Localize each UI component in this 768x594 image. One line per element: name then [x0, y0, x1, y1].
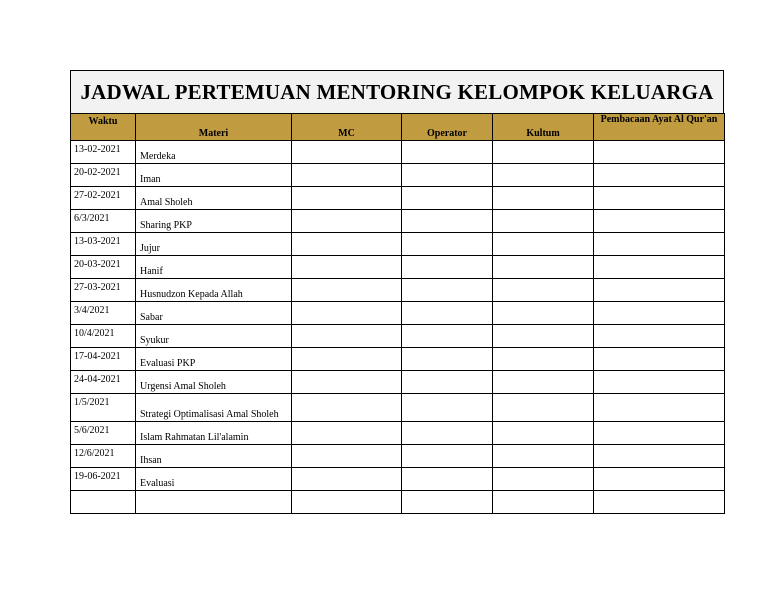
cell-waktu: 20-02-2021: [71, 164, 136, 187]
cell-waktu: 10/4/2021: [71, 325, 136, 348]
cell-materi: Merdeka: [136, 141, 292, 164]
table-row: [71, 422, 725, 445]
cell-materi: [136, 491, 292, 514]
cell-operator: [402, 468, 493, 491]
cell-waktu: 17-04-2021: [71, 348, 136, 371]
cell-waktu: 13-02-2021: [71, 141, 136, 164]
cell-mc: [292, 302, 402, 325]
cell-operator: [402, 445, 493, 468]
cell-operator: [402, 371, 493, 394]
table-row: [71, 187, 725, 210]
cell-pembacaan: [594, 256, 725, 279]
cell-kultum: [493, 468, 594, 491]
cell-waktu: 1/5/2021: [71, 394, 136, 422]
cell-materi: Ihsan: [136, 445, 292, 468]
cell-kultum: [493, 233, 594, 256]
cell-operator: [402, 279, 493, 302]
table-row: [71, 445, 725, 468]
cell-materi: Islam Rahmatan Lil'alamin: [136, 422, 292, 445]
cell-operator: [402, 210, 493, 233]
cell-mc: [292, 141, 402, 164]
table-row: [71, 279, 725, 302]
cell-pembacaan: [594, 394, 725, 422]
cell-materi: Syukur: [136, 325, 292, 348]
cell-kultum: [493, 279, 594, 302]
table-row: [71, 348, 725, 371]
cell-pembacaan: [594, 141, 725, 164]
cell-pembacaan: [594, 164, 725, 187]
table-row: [71, 256, 725, 279]
cell-operator: [402, 491, 493, 514]
cell-waktu: 19-06-2021: [71, 468, 136, 491]
cell-materi: Sharing PKP: [136, 210, 292, 233]
cell-pembacaan: [594, 233, 725, 256]
cell-mc: [292, 445, 402, 468]
cell-mc: [292, 422, 402, 445]
cell-mc: [292, 468, 402, 491]
cell-mc: [292, 491, 402, 514]
cell-kultum: [493, 445, 594, 468]
cell-waktu: 6/3/2021: [71, 210, 136, 233]
cell-operator: [402, 233, 493, 256]
cell-operator: [402, 394, 493, 422]
cell-pembacaan: [594, 325, 725, 348]
cell-mc: [292, 256, 402, 279]
cell-materi: Sabar: [136, 302, 292, 325]
cell-kultum: [493, 141, 594, 164]
cell-kultum: [493, 371, 594, 394]
table-row: [71, 164, 725, 187]
cell-waktu: 13-03-2021: [71, 233, 136, 256]
cell-mc: [292, 279, 402, 302]
page-title: JADWAL PERTEMUAN MENTORING KELOMPOK KELUARGA: [70, 70, 724, 113]
header-mc: MC: [292, 114, 402, 141]
cell-operator: [402, 141, 493, 164]
schedule-table: [70, 113, 725, 514]
cell-pembacaan: [594, 422, 725, 445]
header-operator: Operator: [402, 114, 493, 141]
schedule-sheet: [70, 70, 724, 514]
header-waktu: Waktu: [71, 114, 136, 141]
cell-materi: Husnudzon Kepada Allah: [136, 279, 292, 302]
cell-materi: Amal Sholeh: [136, 187, 292, 210]
header-materi: Materi: [136, 114, 292, 141]
cell-pembacaan: [594, 187, 725, 210]
cell-mc: [292, 210, 402, 233]
cell-kultum: [493, 491, 594, 514]
cell-operator: [402, 348, 493, 371]
table-body: [71, 141, 725, 514]
cell-materi: Evaluasi PKP: [136, 348, 292, 371]
table-row: [71, 141, 725, 164]
table-row: [71, 210, 725, 233]
cell-kultum: [493, 348, 594, 371]
cell-waktu: 12/6/2021: [71, 445, 136, 468]
cell-pembacaan: [594, 371, 725, 394]
cell-waktu: 24-04-2021: [71, 371, 136, 394]
cell-pembacaan: [594, 210, 725, 233]
table-row: [71, 491, 725, 514]
cell-mc: [292, 371, 402, 394]
cell-materi: Hanif: [136, 256, 292, 279]
cell-materi: Strategi Optimalisasi Amal Sholeh: [136, 394, 292, 422]
cell-pembacaan: [594, 348, 725, 371]
cell-kultum: [493, 187, 594, 210]
cell-mc: [292, 394, 402, 422]
cell-mc: [292, 348, 402, 371]
cell-waktu: 3/4/2021: [71, 302, 136, 325]
cell-pembacaan: [594, 445, 725, 468]
header-pembacaan: Pembacaan Ayat Al Qur'an: [594, 114, 725, 141]
cell-waktu: [71, 491, 136, 514]
cell-kultum: [493, 256, 594, 279]
cell-waktu: 27-03-2021: [71, 279, 136, 302]
cell-mc: [292, 325, 402, 348]
cell-kultum: [493, 302, 594, 325]
cell-materi: Jujur: [136, 233, 292, 256]
cell-operator: [402, 325, 493, 348]
table-row: [71, 302, 725, 325]
cell-pembacaan: [594, 279, 725, 302]
cell-operator: [402, 164, 493, 187]
cell-waktu: 27-02-2021: [71, 187, 136, 210]
cell-materi: Urgensi Amal Sholeh: [136, 371, 292, 394]
header-kultum: Kultum: [493, 114, 594, 141]
table-row: [71, 394, 725, 422]
cell-kultum: [493, 164, 594, 187]
table-row: [71, 468, 725, 491]
cell-mc: [292, 164, 402, 187]
cell-materi: Evaluasi: [136, 468, 292, 491]
cell-kultum: [493, 422, 594, 445]
cell-kultum: [493, 394, 594, 422]
table-header-row: [71, 114, 725, 141]
cell-waktu: 20-03-2021: [71, 256, 136, 279]
table-row: [71, 371, 725, 394]
table-row: [71, 325, 725, 348]
cell-pembacaan: [594, 302, 725, 325]
cell-materi: Iman: [136, 164, 292, 187]
cell-kultum: [493, 325, 594, 348]
table-row: [71, 233, 725, 256]
cell-operator: [402, 422, 493, 445]
cell-kultum: [493, 210, 594, 233]
cell-pembacaan: [594, 491, 725, 514]
cell-operator: [402, 256, 493, 279]
cell-pembacaan: [594, 468, 725, 491]
cell-mc: [292, 233, 402, 256]
cell-operator: [402, 302, 493, 325]
cell-waktu: 5/6/2021: [71, 422, 136, 445]
cell-operator: [402, 187, 493, 210]
cell-mc: [292, 187, 402, 210]
